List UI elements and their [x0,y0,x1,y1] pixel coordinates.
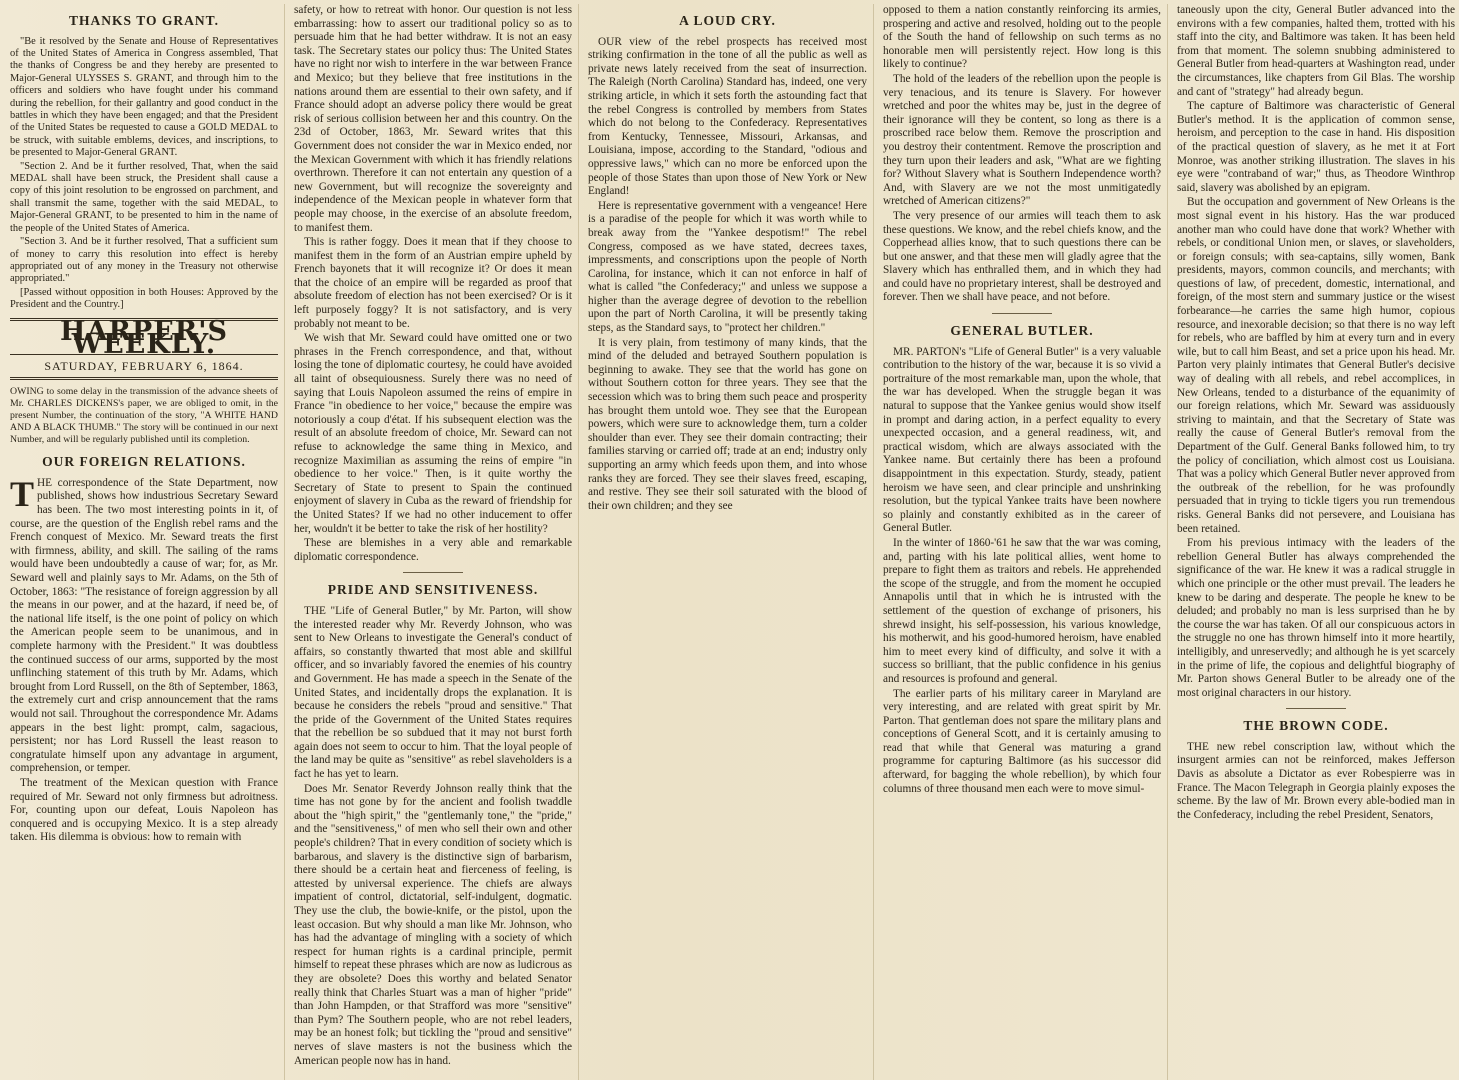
foreign-paragraph: We wish that Mr. Seward could have omitted one or two phrases in the French correspondence, and that, without losing the tone of diplomatic courtesy, he could have avoided all taint of obsequiousness. Surely there was no need of saying that Louis Napoleon assumed the reins of empire in France "in obedience to her voice," because the empire was notoriously a coup d'état. If his subsequent election was the result of an absolute freedom of choice, Mr. Seward can not refuse to acknowledge the same thing in Mexico, and recognize Maximilian as assuming the reins of empire "in obedience to her voice." Then, is it quite worthy the Secretary of State to present to Spain the continued enjoyment of slavery in Cuba as the reward of friendship for the United States? If we had no other inducement to offer her, wouldn't it be better to take the risk of her hostility? [294,332,572,535]
thanks-paragraph: "Section 3. And be it further resolved, That a sufficient sum of money to carry this resolution into effect is hereby appropriated out of any money in the Treasury not otherwise appropriated." [10,236,278,285]
column-4 [877,4,1168,1080]
section-rule [1286,708,1346,709]
thanks-paragraph: "Be it resolved by the Senate and House of Representatives of the United States of America in Congress assembled, That the thanks of Congress be and they hereby are presented to Major-General ULYSSES S. GRANT, and through him to the officers and soldiers who have fought under his command during the rebellion, for their gallantry and good conduct in the battles in which they have been engaged; and that the President of the United States be requested to cause a GOLD MEDAL to be struck, with suitable emblems, devices, and inscriptions, to be presented to Major-General GRANT. [10,35,278,159]
butler-paragraph: The capture of Baltimore was characteristic of General Butler's method. It is the application of common sense, heroism, and perception to the case in hand. His disposition of the practical question of slavery, as he met it at Fort Monroe, was another striking illustration. The slaves in his eye were "contraband of war;" thus, as Theodore Winthrop said, slavery was abolished by an epigram. [1177,100,1455,194]
foreign-paragraph: This is rather foggy. Does it mean that if they choose to manifest them in the form of an Austrian empire upheld by French bayonets that it will recognize it? Or does it mean that the choice of an empire will be regarded as proof that absolute freedom of election has not been exercised? Or is it left purposely foggy? It is not satisfactory, and is very probably not meant to be. [294,236,572,330]
section-rule [403,572,463,573]
drop-cap: T [10,473,35,514]
thanks-heading: THANKS TO GRANT. [69,13,219,28]
foreign-heading: OUR FOREIGN RELATIONS. [42,454,246,470]
brown-paragraph: THE new rebel conscription law, without which the insurgent armies can not be reinforced, makes Jefferson Davis as absolute a Dictator as ever Robespierre was in France. The Macon Telegraph in Georgia plainly exposes the scheme. By the law of Mr. Brown every able-bodied man in the Confederacy, including the rebel President, Senators, [1177,740,1455,821]
section-rule [992,313,1052,314]
butler-paragraph: MR. PARTON's "Life of General Butler" is a very valuable contribution to the history of the war, because it is so vivid a portraiture of the most remarkable man, upon the whole, that the war has developed. When the struggle began it was natural to suppose that the Yankee genius would show itself in prompt and daring action, in a perfect equality to every unexpected occasion, and a general readiness, wit, and practical wisdom, which are always associated with the Yankee name. But certainly there has been a profound disappointment in this expectation. Sturdy, steady, patient heroism we have seen, and clear principle and unshrinking resolution, but the typical Yankee traits have been nowhere so plainly and constantly exhibited as in the career of General Butler. [883,345,1161,535]
foreign-paragraph: safety, or how to retreat with honor. Our question is not less embarrassing: how to assert our traditional policy so as to persuade him that he had better withdraw. It is not an easy task. The Secretary states our policy thus: The United States have no right nor wish to interfere in the war between France and Mexico; but they believe that free institutions in the nations around them are essential to their own safety, and if France should adopt an adverse policy there would be great risk of serious collision between her and this country. On the 23d of October, 1863, Mr. Seward writes that this Government does not consider the war in Mexico ended, nor the Mexican Government with which it has friendly relations overthrown. Therefore it can not entertain any question of a new Government, but will recognize the sovereignty and independence of the Mexican people in whatever form that people may choose, in the exercise of an absolute freedom, to manifest them. [294,4,572,234]
butler-paragraph: From his previous intimacy with the leaders of the rebellion General Butler has always comprehended the significance of the war. He knew it was a radical struggle in which one principle or the other must prevail. The leaders he knew to be daring and desperate. The people he knew to be deluded; and probably no man is less surprised than he by the course the war has taken. Of all our conspicuous actors in the struggle no one has thrown himself into it more heartily, intelligibly, and unreservedly; and although he is yet scarcely in the prime of life, the copious and delightful biography of Mr. Parton shows General Butler to be already one of the most original characters in our history. [1177,537,1455,699]
masthead-title: HARPER'S WEEKLY. [10,318,278,355]
butler-paragraph: taneously upon the city, General Butler advanced into the environs with a few companies, halted them, trotted with his staff into the city, and Baltimore was taken. It has been held from that moment. The solemn snubbing administered to General Butler from head-quarters at Washington read, under the circumstances, like chapters from Gil Blas. The worship and cant of "strategy" had already begun. [1177,4,1455,98]
foreign-paragraph: These are blemishes in a very able and remarkable diplomatic correspondence. [294,537,572,563]
masthead-dateline: SATURDAY, FEBRUARY 6, 1864. [10,358,278,381]
cry-heading: A LOUD CRY. [679,13,776,28]
pride-heading: PRIDE AND SENSITIVENESS. [327,582,539,598]
cry-paragraph: Here is representative government with a vengeance! Here is a paradise of the people for which it was worth while to break away from the "Yankee despotism!" The rebel Congress, composed as we have stated, decrees taxes, impressments, and conscriptions upon the people of North Carolina, for instance, which it can not enforce in half of what is called "the Confederacy;" and unless we suppose a higher than the average degree of devotion to the rebellion upon the part of North Carolina, it will be presently taking steps, as the Standard says, to "protect her children." [588,199,867,335]
pride-paragraph: THE "Life of General Butler," by Mr. Parton, will show the interested reader why Mr. Reverdy Johnson, who was sent to New Orleans to investigate the General's conduct of affairs, so constantly thwarted that most able and skillful officer, and so invariably favored the enemies of his country and Government. He has made a speech in the Senate of the United States, and incidentally drops the explanation. It is because he considers the rebels "proud and sensitive." That the pride of the Government of the United States requires that the rebellion be so subdued that it may not burst forth again does not seem to occur to him. That the loyal people of the land may be quite as "sensitive" as rebel slaveholders is a fact he has yet to learn. [294,604,572,781]
column-1 [4,4,285,1080]
column-2 [288,4,579,1080]
column-3 [582,4,874,1080]
pride-paragraph: Does Mr. Senator Reverdy Johnson really think that the time has not gone by for the ancient and foolish twaddle about the "high spirit," the "gentlemanly tone," the "pride," and the "sensitiveness," of men who sell their own and other people's children? That in every condition of society which is barbarous, and slavery is the distinctive sign of barbarism, there should be a certain heat and fierceness of feeling, is attested by universal experience. The chiefs are always impatient of control, dictatorial, self-indulgent, dogmatic. They use the club, the bowie-knife, or the pistol, upon the least occasion. But why should a man like Mr. Johnson, who has had the advantage of mingling with a society of which respect for human rights is a cardinal principle, permit himself to repeat these phrases which are now as ludicrous as they are obsolete? Does this worthy and belated Senator really think that Charles Stuart was a man of higher "pride" than John Hampden, or that Strafford was more "sensitive" than Pym? The Southern people, who are not rebel leaders, may be an honest folk; but tickling the "proud and sensitive" nerves of slave masters is not the business which the American people now has in hand. [294,782,572,1067]
cry-paragraph: The very presence of our armies will teach them to ask these questions. We know, and the rebel chiefs know, and the Copperhead allies know, that to such questions there can be but one answer, and that these men will gladly agree that the Slavery which has enthralled them, and in which they had and could have no proprietary interest, shall be destroyed and forever. Then we shall have peace, and not before. [883,209,1161,304]
thanks-paragraph: "Section 2. And be it further resolved, That, when the said MEDAL shall have been struck, the President shall cause a copy of this joint resolution to be engrossed on parchment, and shall transmit the same, together with the said MEDAL, to Major-General GRANT, to be presented to him in the name of the people of the United States of America. [10,160,278,234]
brown-heading: THE BROWN CODE. [1243,718,1389,734]
publisher-notice: OWING to some delay in the transmission of the advance sheets of Mr. CHARLES DICKENS's paper, we are obliged to omit, in the present Number, the continuation of the story, "A WHITE HAND AND A BLACK THUMB." The story will be continued in our next Number, and will be regularly published until its completion. [10,386,278,445]
cry-paragraph: OUR view of the rebel prospects has received most striking confirmation in the tone of all the public as well as private news lately received from the seat of insurrection. The Raleigh (North Carolina) Standard has, indeed, one very striking article, in which it sets forth the astounding fact that the rebel Congress is controlled by members from States which do not belong to the Confederacy. Representatives from Kentucky, Tennessee, Missouri, Arkansas, and Louisiana, impose, according to the Standard, "odious and oppressive laws," which can no more be enforced upon the people of those States than upon those of New York or New England! [588,35,867,198]
cry-paragraph: The hold of the leaders of the rebellion upon the people is very tenacious, and its tenure is Slavery. For however wretched and poor the whites may be, just in the degree of their ignorance will they be content, so long as there is a proscribed race below them. Remove the proscription and you destroy their contentment. Remove the proscription and they turn upon their leaders and ask, "What are we fighting for? Without Slavery what is Southern Independence worth? And, with Slavery are we not the most unmitigatedly wretched of American citizens?" [883,72,1161,208]
butler-paragraph: But the occupation and government of New Orleans is the most signal event in his history. Has the war produced another man who could have done that work? Whether with rebels, or conditional Union men, or slaves, or slaveholders, or foreign consuls; with sea-captains, silly women, Bank presidents, mayors, common councils, and merchants; with questions of law, of precedent, domestic, international, and foreign, of the most stern and summary justice or the wisest forbearance—he carries the same high humor, copious resource, and inexorable decision; so that there is no way left for rebels, who are baffled by him at every turn and in every wile, but to call him Beast, and set a price upon his head. Mr. Parton very plainly intimates that General Butler's decisive way of dealing with all rebels, and rebel accomplices, in New Orleans, tended to a disturbance of the equanimity of our foreign relations, which Mr. Seward was assiduously striving to maintain, and that the Secretary of State was really the cause of General Butler's removal from the Department of the Gulf. General Banks followed him, to try the policy of conciliation, which almost cost us Louisiana. That was a policy which General Butler never approved from the outbreak of the rebellion, for he was profoundly persuaded that in trying to tickle tigers you run tremendous risks. General Banks did not persevere, and Louisiana has been retained. [1177,196,1455,535]
foreign-paragraph-text: HE correspondence of the State Department, now published, shows how industrious Secretary Seward has been. The two most interesting points in it, of course, are the question of the English rebel rams and the French conquest of Mexico. Mr. Seward treats the first with firmness, ability, and skill. The sailing of the rams would have been undoubtedly a cause of war; for, as Mr. Seward well and plainly says to Mr. Adams, on the 5th of October, 1863: "The resistance of foreign aggression by all the means in our power, and at the hazard, if need be, of the national life itself, is the one point of policy on which the American people seem to be unanimous, and in complete harmony with the President." It was doubtless the continued success of our arms, supported by the most unflinching statement of this truth by Mr. Adams, which brought from Lord Russell, on the 8th of September, 1863, the extremely curt and crisp announcement that the rams would not sail. Throughout the correspondence Mr. Adams appears in the best light: prompt, calm, sagacious, persistent; nor has Lord Russell the least reason to congratulate himself upon any advantage in argument, comprehension, or temper. [10,476,278,775]
cry-paragraph: opposed to them a nation constantly reinforcing its armies, prospering and active and resolved, holding out to the people of the South the hand of fellowship on such terms as no honorable men will persistently reject. How long is this likely to continue? [883,4,1161,71]
column-5 [1171,4,1459,1080]
butler-paragraph: The earlier parts of his military career in Maryland are very interesting, and are related with great spirit by Mr. Parton. That gentleman does not spare the military plans and conceptions of General Scott, and it is certainly amusing to read that while that General was maturing a grand programme for capturing Baltimore (as his successor did afterward, for bagging the whole rebellion), by which four columns of three thousand men each were to move simul- [883,687,1161,795]
cry-paragraph: It is very plain, from testimony of many kinds, that the mind of the deluded and betrayed Southern population is beginning to awake. They see that the world has gone on without Southern cotton for three years. They see that the secession which was to bring them such peace and prosperity has brought them untold woe. They see that the European powers, which were sure to acknowledge them, turn a colder shoulder than ever. They see their domain contracting; their families starving or carried off; trade at an end; industry only supporting an army which feeds upon them, and into whose ranks they are forced. They see their slaves freed, escaping, and restive. They see their soil saturated with the blood of their own children; and they see [588,336,867,512]
butler-paragraph: In the winter of 1860-'61 he saw that the war was coming, and, parting with his late political allies, went home to prepare to fight them as traitors and rebels. He apprehended the scope of the struggle, and from the moment he occupied Annapolis until that in which he is intrusted with the settlement of the question of exchange of prisoners, his shrewd insight, his self-possession, his various knowledge, his motherwit, and his good-humored heroism, have enabled him to meet every kind of difficulty, and solve it with a success so brilliant, that the public confidence in his genius and resources is profound and general. [883,536,1161,685]
foreign-paragraph [10,473,278,776]
butler-heading: GENERAL BUTLER. [950,323,1094,339]
thanks-paragraph: [Passed without opposition in both Houses: Approved by the President and the Country.] [10,286,278,311]
foreign-paragraph: The treatment of the Mexican question with France required of Mr. Seward not only firmness but adroitness. For, counting upon our defeat, Louis Napoleon has conquered and is occupying Mexico. It is a step already taken. His dilemma is obvious: how to remain with [10,776,278,844]
